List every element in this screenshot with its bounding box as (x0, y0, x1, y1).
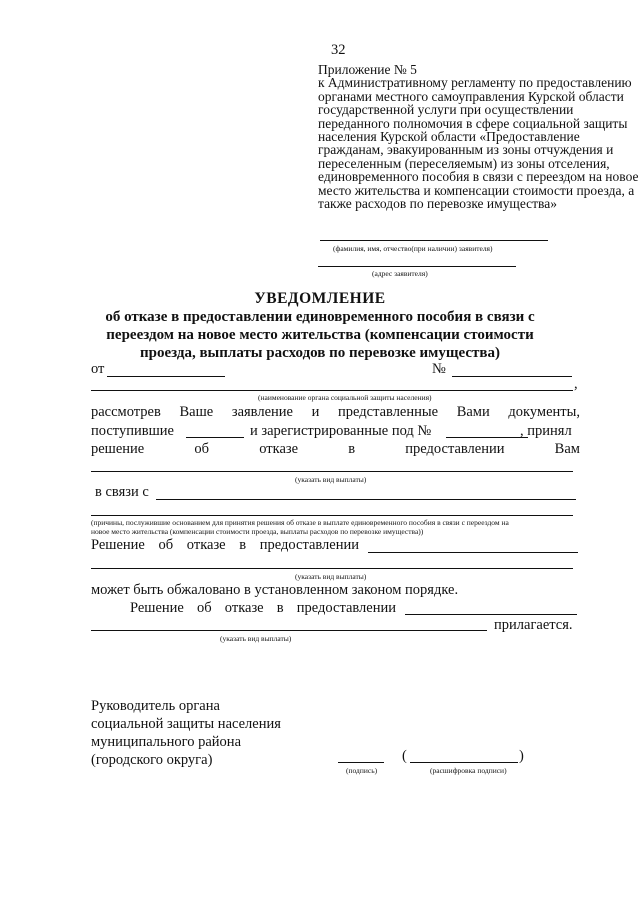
signatory-line: социальной защиты населения (91, 716, 281, 732)
word: отказе (186, 537, 226, 553)
document-title: УВЕДОМЛЕНИЕ (254, 290, 386, 307)
signatory-line: муниципального района (91, 734, 241, 750)
word: Ваше (179, 404, 214, 420)
number-label: № (432, 361, 446, 377)
applicant-name-line[interactable] (320, 240, 548, 241)
word: Решение (130, 600, 184, 616)
signature-line[interactable] (338, 762, 384, 763)
word: заявление (231, 404, 293, 420)
number-line[interactable] (452, 376, 572, 377)
appendix-line: место жительства и компенсации стоимости проезда, а (318, 182, 635, 198)
registered-label: и зарегистрированные под № (250, 423, 432, 439)
payment-type-line-2[interactable] (91, 568, 573, 569)
from-date-line[interactable] (107, 376, 225, 377)
reasons-caption-1: (причины, послужившие основанием для принятия решения об отказе в выплате единовременного пособия в связи с переездом на (91, 518, 509, 527)
accepted-label: , принял (520, 423, 572, 439)
decision-row-2 (130, 600, 396, 617)
signatory-block (91, 697, 281, 769)
decision-row-1 (91, 537, 359, 554)
appendix-line: переданного полномочия в сфере социальной защиты (318, 115, 628, 131)
payment-caption-3: (указать вид выплаты) (220, 634, 292, 643)
reasons-caption-2: новое место жительства (компенсации стоимости проезда, выплаты расходов по перевозке имущества)) (91, 527, 424, 536)
word: Вами (456, 404, 490, 420)
from-label: от (91, 361, 105, 377)
applicant-address-caption: (адрес заявителя) (372, 269, 428, 278)
registered-number-line[interactable] (446, 437, 528, 438)
word: об (197, 600, 212, 616)
heading-line: проезда, выплаты расходов по перевозке имущества) (139, 345, 501, 361)
applicant-address-line[interactable] (318, 266, 516, 267)
payment-caption-2: (указать вид выплаты) (295, 572, 367, 581)
body-row-3 (91, 441, 580, 458)
organ-comma: , (574, 376, 578, 392)
word: решение (91, 441, 145, 457)
word: документы, (508, 404, 580, 420)
organ-caption: (наименование органа социальной защиты населения) (258, 393, 432, 402)
appendix-block (318, 63, 638, 210)
word: представленные (338, 404, 439, 420)
payment-caption-1: (указать вид выплаты) (295, 475, 367, 484)
word: Решение (91, 537, 145, 553)
appeal-text: может быть обжаловано в установленном законом порядке. (91, 582, 459, 598)
signature-caption: (подпись) (346, 766, 378, 775)
word: в (348, 441, 356, 457)
appendix-line: гражданам, эвакуированным из зоны отчуждения и (318, 142, 614, 158)
appendix-line: переселенным (переселяемым) из зоны отселения, (318, 155, 610, 171)
due-to-line[interactable] (156, 499, 576, 500)
received-date-line[interactable] (186, 437, 244, 438)
signature-decode-line[interactable] (410, 762, 518, 763)
word: предоставлении (259, 537, 359, 553)
word: отказе (259, 441, 299, 457)
open-paren: ( (402, 748, 407, 764)
word: рассмотрев (91, 404, 161, 420)
appendix-line: органами местного самоуправления Курской области (318, 88, 624, 104)
heading-line: об отказе в предоставлении единовременного пособия в связи с (105, 309, 535, 325)
received-label: поступившие (91, 423, 174, 439)
attached-text: прилагается. (494, 617, 573, 633)
appendix-title: Приложение № 5 (318, 62, 417, 77)
body-row-1 (91, 404, 580, 421)
word: предоставлении (405, 441, 505, 457)
decision-payment-line-2[interactable] (405, 614, 577, 615)
organ-name-line[interactable] (91, 390, 573, 391)
close-paren: ) (519, 748, 524, 764)
word: предоставлении (296, 600, 396, 616)
signatory-line: (городского округа) (91, 752, 213, 768)
heading-line: переездом на новое место жительства (компенсации стоимости (106, 327, 534, 343)
appendix-line: к Административному регламенту по предоставлению (318, 75, 632, 91)
reasons-line[interactable] (91, 515, 573, 516)
appendix-line: населения Курской области «Предоставление (318, 129, 580, 145)
payment-type-line-3[interactable] (91, 630, 487, 631)
word: об (194, 441, 210, 457)
word: об (158, 537, 174, 553)
word: в (239, 537, 247, 553)
signatory-line: Руководитель органа (91, 698, 220, 714)
payment-type-line-1[interactable] (91, 471, 573, 472)
appendix-line: также расходов по перевозке имущества» (318, 196, 557, 212)
applicant-name-caption: (фамилия, имя, отчество(при наличии) заявителя) (333, 244, 493, 253)
page-number: 32 (331, 42, 346, 58)
word: Вам (554, 441, 580, 457)
due-to-label: в связи с (95, 484, 149, 500)
word: и (311, 404, 320, 420)
word: отказе (224, 600, 264, 616)
decision-payment-line-1[interactable] (368, 552, 578, 553)
appendix-line: единовременного пособия в связи с переездом на новое (318, 169, 639, 185)
word: в (276, 600, 284, 616)
decode-caption: (расшифровка подписи) (430, 766, 507, 775)
appendix-line: государственной услуги при осуществлении (318, 102, 574, 118)
